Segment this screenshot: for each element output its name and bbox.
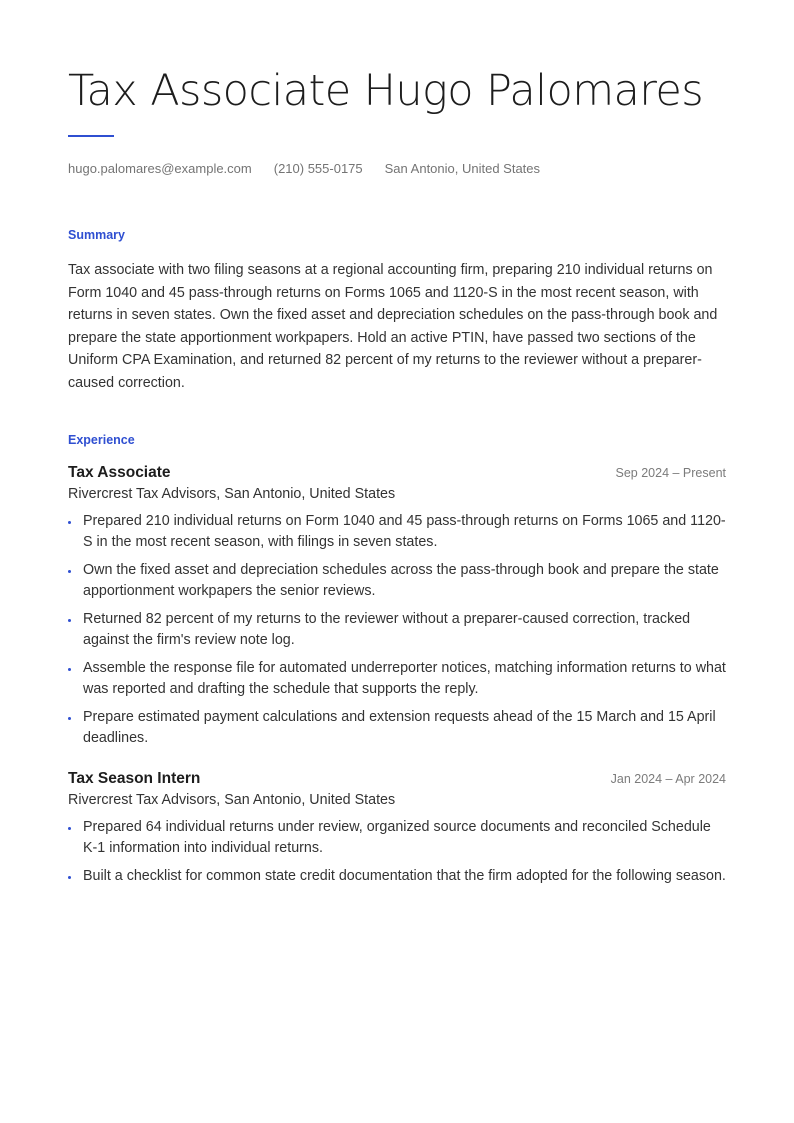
job-dates: Jan 2024 – Apr 2024 (610, 771, 726, 786)
job-title: Tax Season Intern (68, 769, 201, 787)
job-bullet: Prepared 210 individual returns on Form 1040 and 45 pass-through returns on Forms 1065 and 1120-S in the most recent season, with filings in seven states. (68, 511, 726, 554)
experience-heading: Experience (68, 432, 135, 447)
job-company: Rivercrest Tax Advisors, San Antonio, United States (68, 791, 396, 808)
job-header (68, 464, 726, 482)
contact-location: San Antonio, United States (384, 161, 541, 176)
contact-line (68, 161, 726, 176)
job-bullets (68, 511, 726, 750)
contact-email[interactable]: hugo.palomares@example.com (68, 161, 252, 176)
job-dates: Sep 2024 – Present (615, 465, 726, 480)
job-bullet: Returned 82 percent of my returns to the reviewer without a preparer-caused correction, tracked against the firm's review note log. (68, 609, 726, 652)
job-entry-tax-associate (68, 464, 726, 750)
job-bullet: Built a checklist for common state credit documentation that the firm adopted for the following season. (68, 866, 726, 888)
job-bullets (68, 817, 726, 888)
summary-section (68, 228, 726, 395)
job-bullet: Prepare estimated payment calculations and extension requests ahead of the 15 March and 15 April deadlines. (68, 707, 726, 750)
job-bullet: Assemble the response file for automated underreporter notices, matching information returns to what was reported and drafting the schedule that supports the reply. (68, 658, 726, 701)
job-entry-tax-season-intern (68, 770, 726, 888)
candidate-name: Tax Associate Hugo Palomares (68, 66, 704, 116)
job-header (68, 770, 726, 788)
summary-heading: Summary (68, 228, 125, 242)
job-title: Tax Associate (68, 463, 171, 481)
experience-section (68, 433, 726, 888)
summary-text: Tax associate with two filing seasons at a regional accounting firm, preparing 210 individual returns on Form 1040 and 45 pass-through returns on Forms 1065 and 1120-S in the most recent season, with returns in seven states. Own the fixed asset and depreciation schedules on the pass-through book and prepare the state apportionment workpapers. Hold an active PTIN, have passed two sections of the Uniform CPA Examination, and returned 82 percent of my returns to the reviewer without a preparer-caused correction. (68, 262, 718, 391)
job-bullet: Prepared 64 individual returns under review, organized source documents and reconciled Schedule K-1 information into individual returns. (68, 817, 726, 860)
contact-phone[interactable]: (210) 555-0175 (273, 161, 363, 176)
job-bullet: Own the fixed asset and depreciation schedules across the pass-through book and prepare the state apportionment workpapers the senior reviews. (68, 560, 726, 603)
accent-rule (68, 135, 114, 137)
job-company: Rivercrest Tax Advisors, San Antonio, United States (68, 485, 396, 502)
